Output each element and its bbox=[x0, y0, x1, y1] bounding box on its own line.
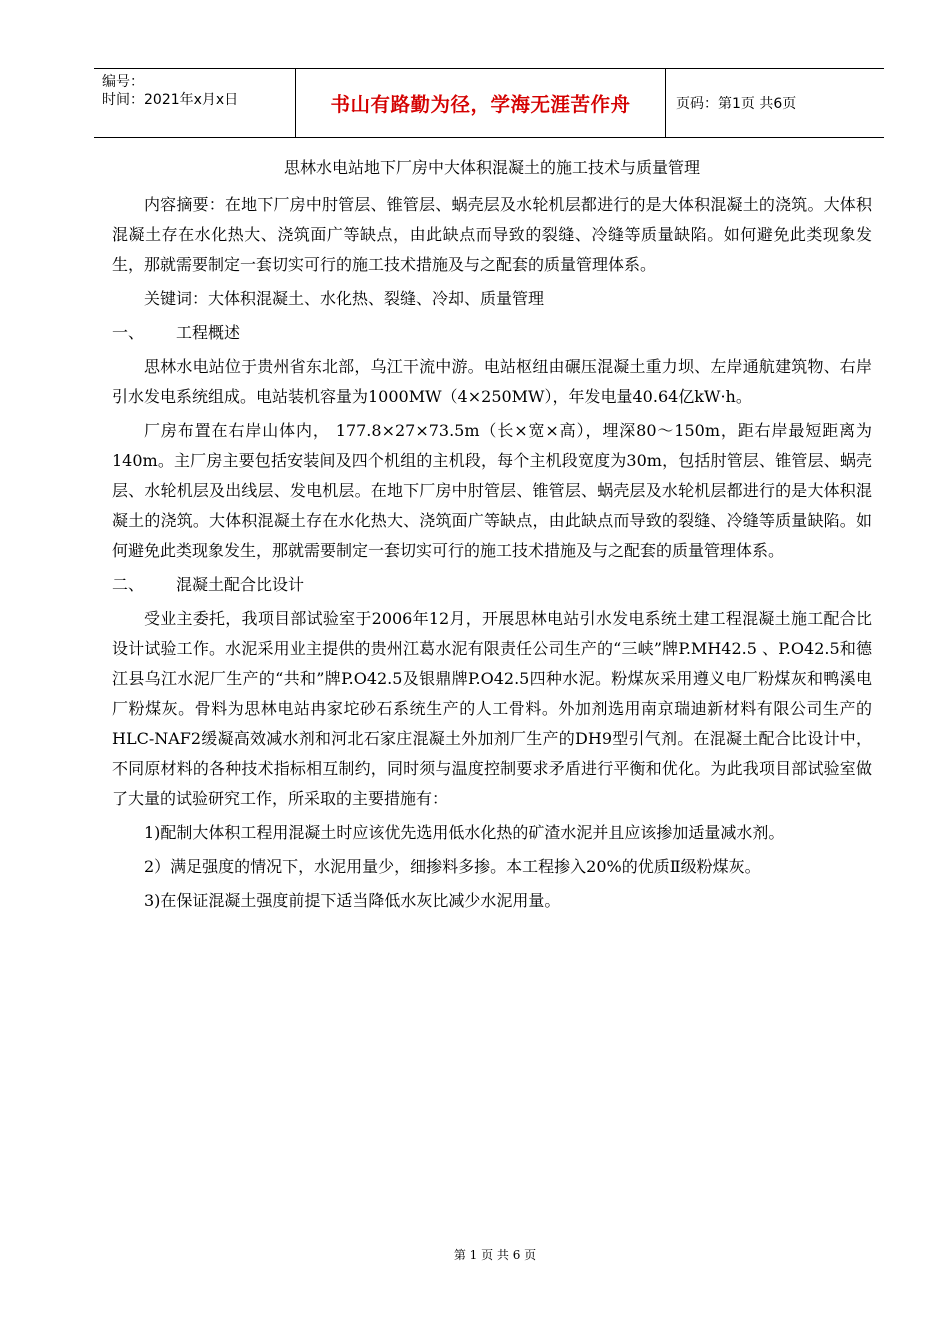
body-paragraph: 思林水电站位于贵州省东北部，乌江干流中游。电站枢纽由碾压混凝土重力坝、左岸通航建筑物、右岸引水发电系统组成。电站装机容量为1000MW（4×250MW），年发电量40.64亿kW·h。 bbox=[112, 357, 872, 406]
header-page-info: 页码：第1页 共6页 bbox=[676, 96, 797, 112]
keywords-paragraph: 关键词：大体积混凝土、水化热、裂缝、冷却、质量管理 bbox=[144, 289, 545, 308]
page-footer: 第 1 页 共 6 页 bbox=[453, 1248, 537, 1262]
header-motto: 书山有路勤为径，学海无涯苦作舟 bbox=[296, 69, 666, 137]
time-label: 时间：2021年x月x日 bbox=[102, 92, 239, 108]
document-body bbox=[112, 156, 872, 920]
document-title: 思林水电站地下厂房中大体积混凝土的施工技术与质量管理 bbox=[283, 158, 700, 177]
body-paragraph: 受业主委托，我项目部试验室于2006年12月，开展思林电站引水发电系统土建工程混凝土施工配合比设计试验工作。水泥采用业主提供的贵州江葛水泥有限责任公司生产的“三峡”牌P.MH42.5 、P.O42.5和德江县乌江水泥厂生产的“共和”牌P.O42.5及银鼎牌P.O42.5四种水泥。粉煤灰采用遵义电厂粉煤灰和鸭溪电厂粉煤灰。骨料为思林电站冉家坨砂石系统生产的人工骨料。外加剂选用南京瑞迪新材料有限公司生产的HLC-NAF2缓凝高效减水剂和河北石家庄混凝土外加剂厂生产的DH9型引气剂。在混凝土配合比设计中，不同原材料的各种技术指标相互制约，同时须与温度控制要求矛盾进行平衡和优化。为此我项目部试验室做了大量的试验研究工作，所采取的主要措施有： bbox=[112, 609, 872, 808]
list-item: 1)配制大体积工程用混凝土时应该优先选用低水化热的矿渣水泥并且应该掺加适量减水剂。 bbox=[144, 823, 785, 842]
section-heading-2 bbox=[112, 570, 872, 600]
number-label: 编号： bbox=[102, 74, 144, 90]
page-header bbox=[94, 68, 884, 138]
section-number: 二、 bbox=[112, 575, 145, 594]
abstract-paragraph: 内容摘要：在地下厂房中肘管层、锥管层、蜗壳层及水轮机层都进行的是大体积混凝土的浇筑。大体积混凝土存在水化热大、浇筑面广等缺点，由此缺点而导致的裂缝、冷缝等质量缺陷。如何避免此类现象发生，那就需要制定一套切实可行的施工技术措施及与之配套的质量管理体系。 bbox=[112, 195, 872, 274]
section-number: 一、 bbox=[112, 323, 145, 342]
list-item: 3)在保证混凝土强度前提下适当降低水灰比减少水泥用量。 bbox=[144, 891, 561, 910]
header-meta bbox=[94, 69, 296, 137]
section-heading-1 bbox=[112, 318, 872, 348]
body-paragraph: 厂房布置在右岸山体内， 177.8×27×73.5m（长×宽×高），埋深80～150m，距右岸最短距离为140m。主厂房主要包括安装间及四个机组的主机段，每个主机段宽度为30m，包括肘管层、锥管层、蜗壳层、水轮机层及出线层、发电机层。在地下厂房中肘管层、锥管层、蜗壳层及水轮机层都进行的是大体积混凝土的浇筑。大体积混凝土存在水化热大、浇筑面广等缺点，由此缺点而导致的裂缝、冷缝等质量缺陷。如何避免此类现象发生，那就需要制定一套切实可行的施工技术措施及与之配套的质量管理体系。 bbox=[112, 421, 872, 560]
section-title: 工程概述 bbox=[176, 323, 241, 342]
list-item: 2）满足强度的情况下，水泥用量少，细掺料多掺。本工程掺入20%的优质Ⅱ级粉煤灰。 bbox=[144, 857, 761, 876]
section-title: 混凝土配合比设计 bbox=[176, 575, 305, 594]
